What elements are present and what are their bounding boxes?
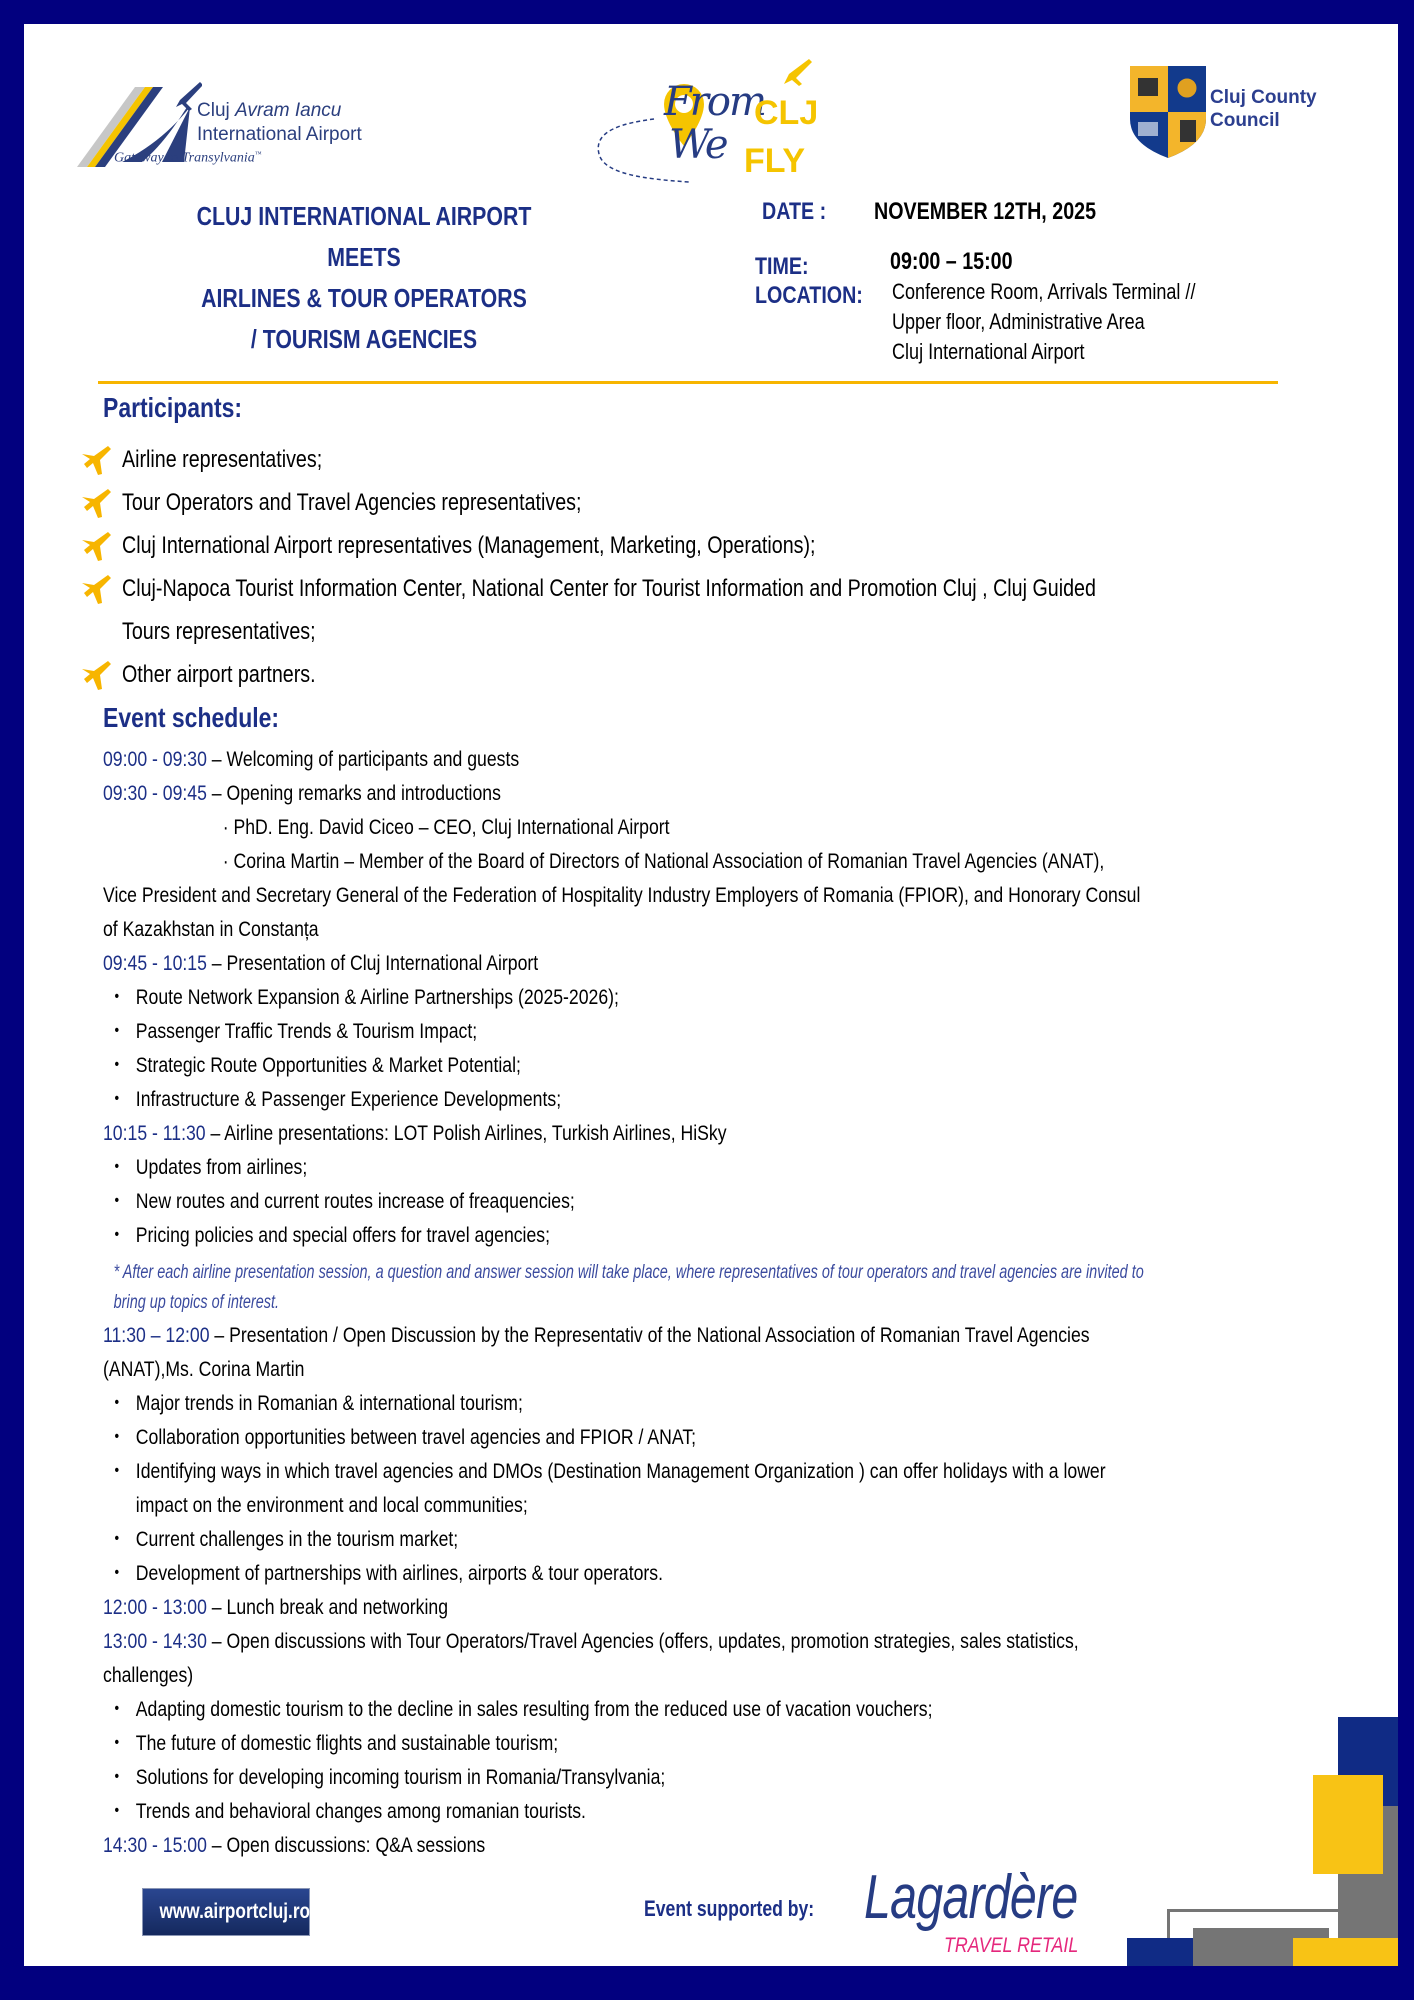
participant-item: Cluj-Napoca Tourist Information Center, National Center for Tourist Information and Promotion Cluj , Cluj Guided Tours representatives; — [78, 563, 1398, 649]
schedule-time: 10:15 - 11:30 — [103, 1121, 206, 1145]
schedule-time: 11:30 – 12:00 — [103, 1323, 210, 1347]
airplane-icon — [78, 657, 112, 691]
schedule-time: 09:00 - 09:30 — [103, 747, 207, 771]
airport-logo-tagline: Gateway to Transylvania™ — [114, 150, 262, 166]
participants-heading: Participants: — [103, 392, 243, 423]
schedule-time: 12:00 - 13:00 — [103, 1595, 207, 1619]
bullet-item: • Identifying ways in which travel agencies and DMOs (Destination Management Organization ) can offer holidays with a lower — [103, 1454, 1251, 1488]
bullet-item: • Current challenges in the tourism market; — [103, 1522, 1251, 1556]
speaker-line: · Corina Martin – Member of the Board of Directors of National Association of Romanian Travel Agencies (ANAT), — [222, 849, 1105, 873]
campaign-from: From — [664, 79, 765, 125]
website-link[interactable]: www.airportcluj.ro — [142, 1888, 310, 1936]
bullet-item: • Updates from airlines; — [103, 1150, 1251, 1184]
from-clj-we-fly-logo — [594, 54, 884, 184]
council-name: Cluj County Council — [1210, 87, 1317, 131]
bullet-item: • Strategic Route Opportunities & Market Potential; — [103, 1048, 1251, 1082]
title-line: MEETS — [327, 242, 401, 272]
schedule-entry: 09:45 - 10:15 – Presentation of Cluj International Airport — [103, 951, 539, 975]
schedule-time: 13:00 - 14:30 — [103, 1629, 207, 1653]
participant-item: Other airport partners. — [78, 649, 1398, 692]
bullet-item-cont: impact on the environment and local communities; — [135, 1493, 528, 1517]
bullet-item: • Development of partnerships with airlines, airports & tour operators. — [103, 1556, 1251, 1590]
schedule-time: 09:30 - 09:45 — [103, 781, 207, 805]
location-line: Conference Room, Arrivals Terminal // — [892, 279, 1196, 304]
cluj-county-council-logo — [1128, 64, 1358, 164]
location-line: Cluj International Airport — [892, 339, 1085, 364]
airport-logo-line1: Cluj Avram Iancu — [197, 100, 342, 121]
participants-list — [78, 434, 1398, 692]
speaker-line: of Kazakhstan in Constanța — [103, 917, 319, 941]
schedule-entry: 12:00 - 13:00 – Lunch break and networking — [103, 1595, 449, 1619]
location-line: Upper floor, Administrative Area — [892, 309, 1145, 334]
title-line: / TOURISM AGENCIES — [250, 324, 478, 354]
divider — [98, 381, 1278, 384]
date-label: DATE : — [762, 198, 827, 225]
bullet-item: • Passenger Traffic Trends & Tourism Impact; — [103, 1014, 1251, 1048]
bullet-item: • Infrastructure & Passenger Experience Developments; — [103, 1082, 1251, 1116]
speaker-line: Vice President and Secretary General of the Federation of Hospitality Industry Employers of Romania (FPIOR), and Honorary Consul — [103, 883, 1141, 907]
title-line: CLUJ INTERNATIONAL AIRPORT — [196, 201, 532, 231]
bullet-item: • Adapting domestic tourism to the decline in sales resulting from the reduced use of vacation vouchers; — [103, 1692, 1251, 1726]
bullet-item: • Route Network Expansion & Airline Partnerships (2025-2026); — [103, 980, 1251, 1014]
qa-note: * After each airline presentation session, a question and answer session will take place, where representatives of tour operators and travel agencies are invited to — [113, 1262, 1144, 1283]
schedule-entry: 09:30 - 09:45 – Opening remarks and introductions — [103, 781, 501, 805]
schedule-entry: 14:30 - 15:00 – Open discussions: Q&A sessions — [103, 1833, 486, 1857]
time-label: TIME: — [755, 253, 809, 280]
bottom-frame — [0, 1966, 1414, 2000]
speaker-line: · PhD. Eng. David Ciceo – CEO, Cluj International Airport — [222, 815, 670, 839]
schedule-list — [103, 742, 1398, 1862]
bullet-item: • Pricing policies and special offers for travel agencies; — [103, 1218, 1251, 1252]
schedule-heading: Event schedule: — [103, 702, 280, 733]
schedule-time: 14:30 - 15:00 — [103, 1833, 207, 1857]
sponsor-logo: Lagardère — [864, 1863, 1078, 1932]
bullet-item: • New routes and current routes increase of freaquencies; — [103, 1184, 1251, 1218]
schedule-entry: 10:15 - 11:30 – Airline presentations: LOT Polish Airlines, Turkish Airlines, HiSky — [103, 1121, 727, 1145]
decorative-blocks — [1100, 1700, 1398, 1966]
bullet-item: • Collaboration opportunities between travel agencies and FPIOR / ANAT; — [103, 1420, 1251, 1454]
schedule-entry: 13:00 - 14:30 – Open discussions with Tour Operators/Travel Agencies (offers, updates, promotion strategies, sales statistics, — [103, 1629, 1079, 1653]
schedule-entry: 09:00 - 09:30 – Welcoming of participants and guests — [103, 747, 520, 771]
schedule-entry: 11:30 – 12:00 – Presentation / Open Discussion by the Representativ of the National Association of Romanian Travel Agencies — [103, 1323, 1090, 1347]
event-flyer — [24, 24, 1398, 1966]
airplane-icon — [78, 528, 112, 562]
campaign-fly: FLY — [744, 142, 806, 180]
schedule-entry-cont: challenges) — [103, 1663, 194, 1687]
airplane-icon — [78, 485, 112, 519]
bullet-item: • Trends and behavioral changes among romanian tourists. — [103, 1794, 1251, 1828]
airport-logo-line2: International Airport — [197, 124, 362, 145]
airplane-icon — [78, 571, 112, 605]
participant-item: Tour Operators and Travel Agencies representatives; — [78, 477, 1398, 520]
qa-note: bring up topics of interest. — [113, 1292, 279, 1313]
cluj-airport-logo — [52, 62, 372, 172]
schedule-entry-cont: (ANAT),Ms. Corina Martin — [103, 1357, 305, 1381]
participant-item: Airline representatives; — [78, 434, 1398, 477]
event-title — [84, 196, 644, 360]
supported-by-label: Event supported by: — [644, 1896, 815, 1921]
bullet-item: • Major trends in Romanian & international tourism; — [103, 1386, 1251, 1420]
participant-item: Cluj International Airport representatives (Management, Marketing, Operations); — [78, 520, 1398, 563]
coat-of-arms-icon — [1128, 64, 1208, 160]
campaign-we: We — [669, 122, 727, 168]
campaign-clj: CLJ — [754, 94, 819, 132]
title-line: AIRLINES & TOUR OPERATORS — [201, 283, 527, 313]
bullet-item: • Solutions for developing incoming tourism in Romania/Transylvania; — [103, 1760, 1251, 1794]
time-value: 09:00 – 15:00 — [890, 248, 1013, 275]
airplane-icon — [78, 442, 112, 476]
location-label: LOCATION: — [755, 282, 863, 309]
date-value: NOVEMBER 12TH, 2025 — [874, 198, 1097, 225]
sponsor-subtitle: TRAVEL RETAIL — [944, 1934, 1079, 1957]
bullet-item: • The future of domestic flights and sustainable tourism; — [103, 1726, 1251, 1760]
schedule-time: 09:45 - 10:15 — [103, 951, 207, 975]
